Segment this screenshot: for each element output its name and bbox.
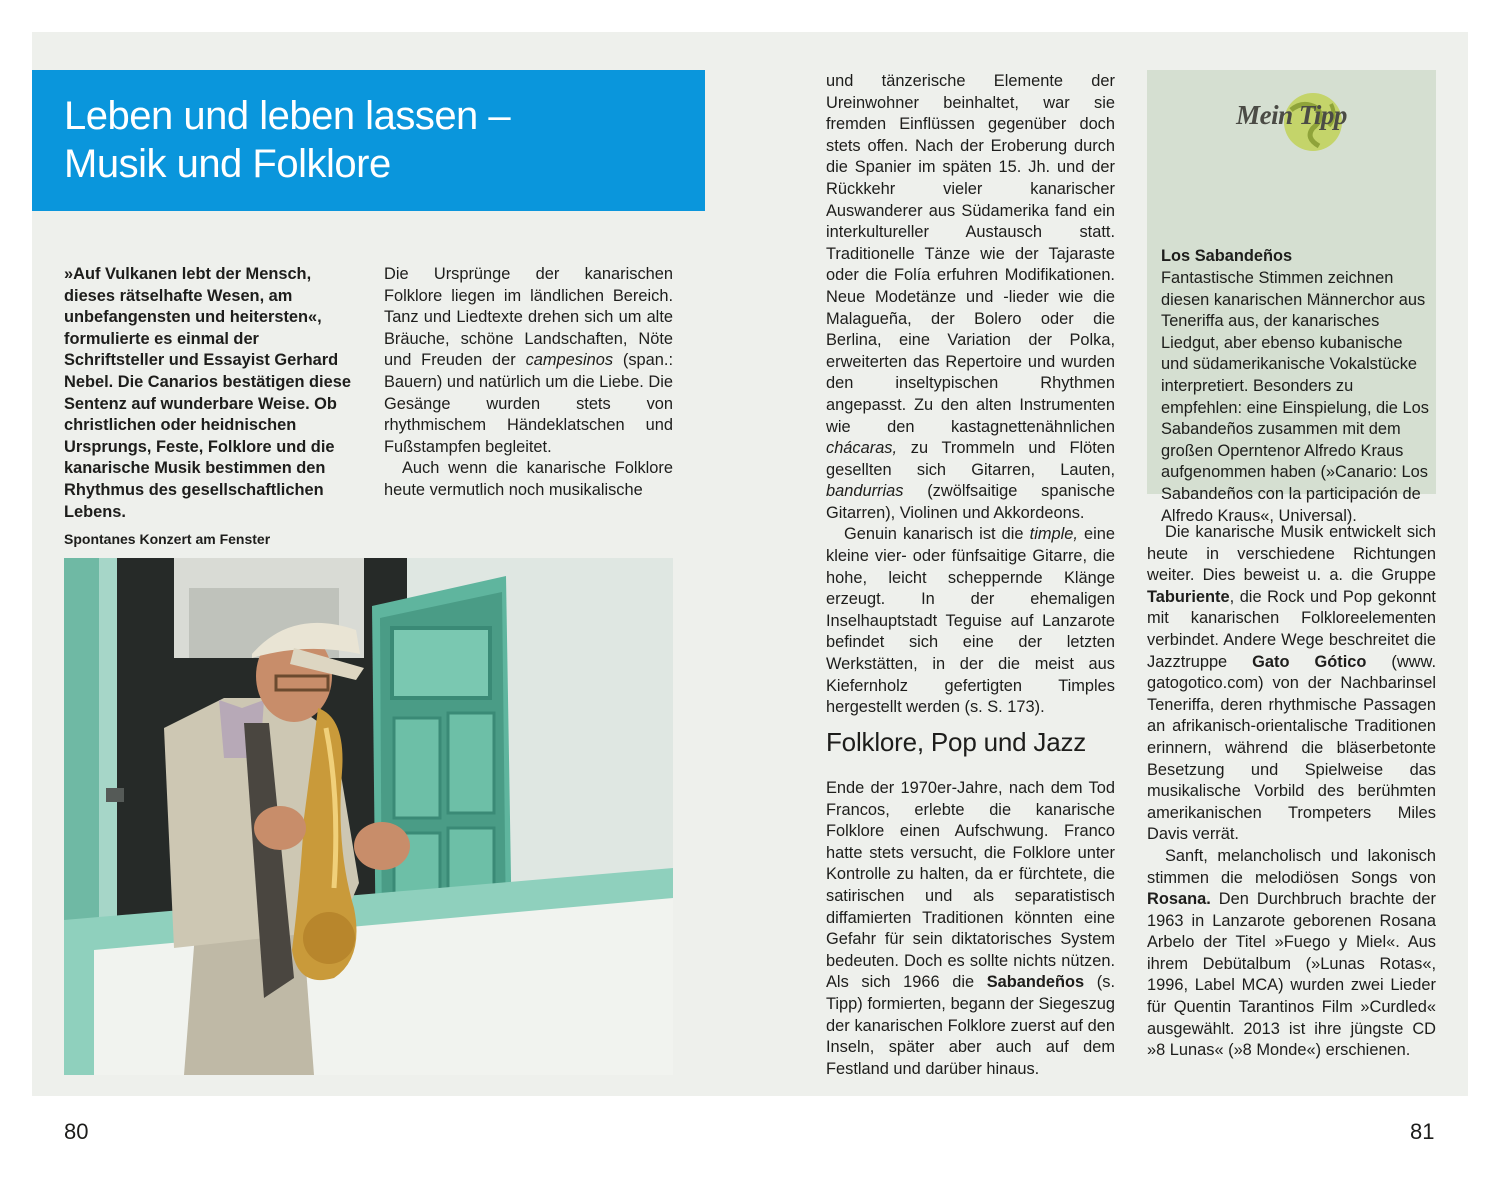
intro-text: »Auf Vulkanen lebt der Mensch, dieses rätselhafte Wesen, am unbefangensten und heitersten«, formulierte es einmal der Schriftsteller und Essayist Gerhard Nebel. Die Canarios bestätigen diese Sentenz auf wunderbare Weise. Ob christlichen oder heidnischen Ursprungs, Feste, Folklore und die kanarische Musik bestimmen den Rhythmus des gesellschaftlichen Lebens.: [64, 265, 351, 521]
page-number-left: 80: [64, 1119, 89, 1144]
intro-paragraph: [64, 264, 352, 523]
section-subheading: Folklore, Pop und Jazz: [826, 727, 1087, 757]
photo-caption: Spontanes Konzert am Fenster: [64, 531, 271, 547]
column2-paragraph-1: Die Ursprünge der kanarischen Folklore liegen im ländlichen Bereich. Tanz und Liedtexte drehen sich um alte Bräuche, schöne Landschaften, Nöte und Freuden der campesinos (span.: Bauern) und natürlich um die Liebe. Die Gesänge wurden stets von rhythmischem Händeklatschen und Fußstampfen begleitet.: [384, 265, 674, 456]
column3-paragraph-3: Ende der 1970er-Jahre, nach dem Tod Francos, erlebte die kanarische Folklore einen Aufschwung. Franco hatte stets versucht, die Folklore unter Kontrolle zu halten, da er fürchtete, die satirischen und als separatistisch diffamierten Traditionen könnten eine Gefahr für sein diktatorisches System bedeuten. Doch es sollte nichts nützen. Als sich 1966 die Sabandeños (s. Tipp) formierten, begann der Siegeszug der kanarischen Folklore zuerst auf den Inseln, später aber auch auf dem Festland und darüber hinaus.: [826, 779, 1116, 1078]
column4-paragraph-1: Die kanarische Musik entwickelt sich heute in verschiedene Richtungen weiter. Dies beweist u. a. die Gruppe Taburiente, die Rock und Pop gekonnt mit kanarischen Folkloreelementen verbindet. Andere Wege beschreitet die Jazztruppe Gato Gótico (www. gatogotico.com) von der Nachbarinsel Teneriffa, deren rhythmische Passagen an afrikanisch-orientalische Traditionen erinnern, während die bläserbetonte Besetzung und Spielweise das musikalische Vorbild des berühmten amerikanischen Trompeters Miles Davis verrät.: [1147, 523, 1437, 844]
saxophone-player-photo: [64, 558, 673, 1075]
photo-illustration: [64, 558, 673, 1075]
column2-paragraph-2: Auch wenn die kanarische Folklore heute vermutlich noch musikalische: [384, 459, 673, 499]
column3-paragraph-1: und tänzerische Elemente der Ureinwohner beinhaltet, war sie fremden Einflüssen gegenüber doch stets offen. Nach der Eroberung durch die Spanier im späten 15. Jh. und der Rückkehr vieler kanarischer Auswanderer aus Südamerika fand ein interkultureller Austausch statt. Traditionelle Tänze wie der Tajaraste oder die Folía erfuhren Modifikationen. Neue Modetänze und -lieder wie die Malagueña, der Bolero oder die Berlina, eine Variation der Polka, erweiterten das Repertoire und wurden den inseltypischen Rhythmen angepasst. Zu den alten Instrumenten wie den kastagnettenähnlichen chácaras, zu Trommeln und Flöten gesellten sich Gitarren, Lauten, bandurrias (zwölfsaitige spanische Gitarren), Violinen und Akkordeons.: [826, 72, 1115, 522]
body-column-3: [826, 71, 1115, 719]
body-column-4: [1147, 522, 1436, 1062]
body-column-2: [384, 264, 673, 502]
chapter-title-box: [32, 70, 705, 211]
body-column-3-continued: [826, 778, 1115, 1080]
tip-label: Mein Tipp: [1236, 100, 1347, 130]
tip-title: Los Sabandeños: [1161, 247, 1293, 265]
page-number-right: 81: [1410, 1119, 1435, 1144]
column3-paragraph-2: Genuin kanarisch ist die timple, eine kleine vier- oder fünfsaitige Gitarre, die hohe, leicht scheppernde Klänge erzeugt. In der ehemaligen Inselhauptstadt Teguise auf Lanzarote befindet sich eine der letzten Werkstätten, in der die meist aus Kiefernholz gefertigten Timples hergestellt werden (s. S. 173).: [826, 525, 1116, 717]
tip-box: [1147, 70, 1436, 525]
chapter-title-line-1: Leben und leben lassen –: [64, 94, 511, 138]
column4-paragraph-2: Sanft, melancholisch und lakonisch stimmen die melodiösen Songs von Rosana. Den Durchbruch brachte der 1963 in Lanzarote geborenen Rosana Arbelo der Titel »Fuego y Miel«. Aus ihrem Debütalbum (»Lunas Rotas«, 1996, Label MCA) wurden zwei Lieder für Quentin Tarantinos Film »Curdled« ausgewählt. 2013 ist ihre jüngste CD »8 Lunas« (»8 Monde«) erschienen.: [1147, 846, 1436, 1060]
tip-body: Fantastische Stimmen zeichnen diesen kanarischen Männerchor aus Teneriffa aus, der kanarisches Liedgut, aber ebenso kubanische und südamerikanische Vokalstücke interpretiert. Besonders zu empfehlen: eine Einspielung, die Los Sabandeños zusammen mit dem großen Operntenor Alfredo Kraus aufgenommen haben (»Canario: Los Sabandeños con la participación de Alfredo Kraus«, Universal).: [1161, 269, 1429, 525]
chapter-title-line-2: Musik und Folklore: [64, 142, 391, 186]
